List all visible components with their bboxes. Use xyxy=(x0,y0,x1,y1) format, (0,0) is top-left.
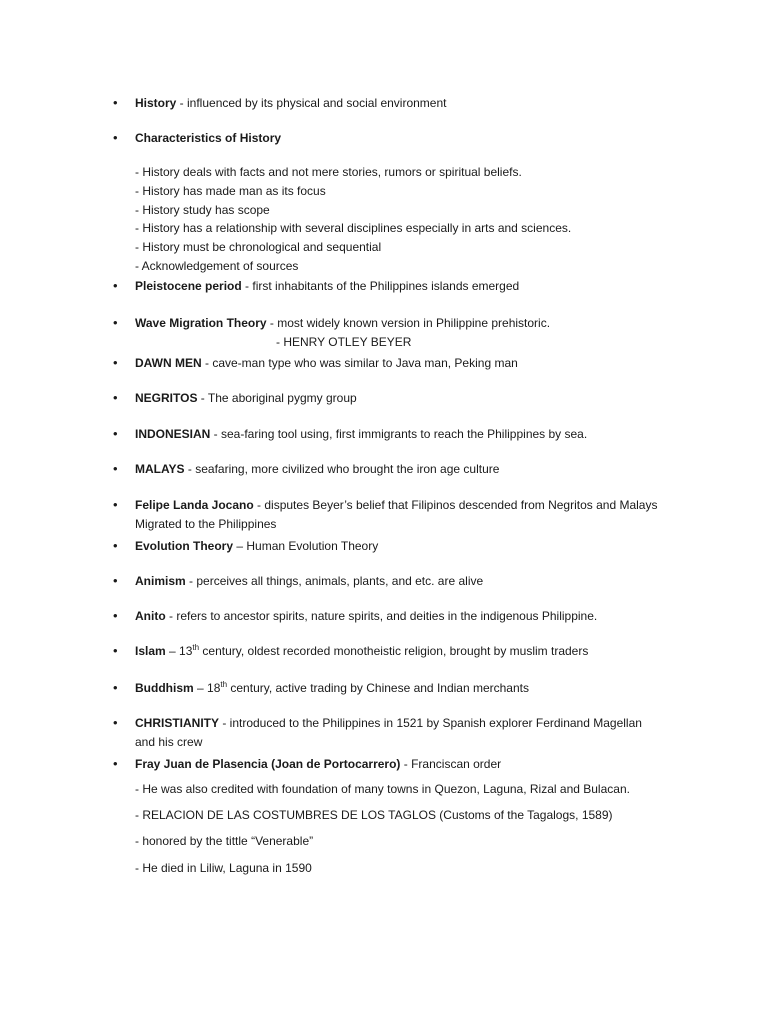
item-term: Islam xyxy=(135,644,166,658)
item-text: - seafaring, more civilized who brought the iron age culture xyxy=(184,462,500,476)
item-term: Buddhism xyxy=(135,681,194,695)
bullet: • xyxy=(113,608,118,623)
item-term: DAWN MEN xyxy=(135,356,202,370)
bullet: • xyxy=(113,426,118,441)
item-malays xyxy=(135,462,499,476)
characteristic-line: - History must be chronological and sequential xyxy=(135,240,382,254)
item-text: - cave-man type who was similar to Java man, Peking man xyxy=(201,356,518,370)
item-text: – 18 xyxy=(193,681,221,695)
item-term: Pleistocene period xyxy=(135,279,242,293)
item-term: Evolution Theory xyxy=(135,539,234,553)
item-term: Characteristics of History xyxy=(135,131,282,145)
item-term: History xyxy=(135,96,177,110)
item-text: - most widely known version in Philippine prehistoric. xyxy=(266,316,551,330)
characteristic-line: - Acknowledgement of sources xyxy=(135,259,299,273)
item-christianity xyxy=(135,716,642,730)
bullet: • xyxy=(113,461,118,476)
bullet: • xyxy=(113,95,118,110)
bullet: • xyxy=(113,278,118,293)
item-term: Fray Juan de Plasencia (Joan de Portocarrero) xyxy=(135,757,401,771)
bullet: • xyxy=(113,355,118,370)
item-jocano xyxy=(135,498,657,512)
item-text: - Franciscan order xyxy=(400,757,502,771)
characteristic-line: - History deals with facts and not mere stories, rumors or spiritual beliefs. xyxy=(135,165,522,179)
item-text: century, oldest recorded monotheistic religion, brought by muslim traders xyxy=(199,644,589,658)
item-term: MALAYS xyxy=(135,462,185,476)
bullet: • xyxy=(113,497,118,512)
item-term: Felipe Landa Jocano xyxy=(135,498,254,512)
bullet: • xyxy=(113,643,118,658)
item-plasencia xyxy=(135,757,501,771)
item-text: - first inhabitants of the Philippines islands emerged xyxy=(241,279,520,293)
item-text: - influenced by its physical and social environment xyxy=(176,96,447,110)
item-evolution xyxy=(135,539,378,553)
item-jocano-cont: Migrated to the Philippines xyxy=(135,517,277,531)
item-text: - The aboriginal pygmy group xyxy=(197,391,357,405)
item-pleistocene xyxy=(135,279,519,293)
item-text: - perceives all things, animals, plants, and etc. are alive xyxy=(185,574,484,588)
bullet: • xyxy=(113,715,118,730)
bullet: • xyxy=(113,680,118,695)
ordinal-suffix: th xyxy=(220,680,228,689)
item-wave-migration xyxy=(135,316,550,330)
plasencia-note: - RELACION DE LAS COSTUMBRES DE LOS TAGLOS (Customs of the Tagalogs, 1589) xyxy=(135,808,613,822)
bullet: • xyxy=(113,390,118,405)
item-islam xyxy=(135,644,588,658)
ordinal-suffix: th xyxy=(192,643,200,652)
item-characteristics xyxy=(135,131,281,145)
bullet: • xyxy=(113,573,118,588)
item-term: Anito xyxy=(135,609,166,623)
bullet: • xyxy=(113,756,118,771)
item-term: NEGRITOS xyxy=(135,391,198,405)
bullet: • xyxy=(113,538,118,553)
item-animism xyxy=(135,574,483,588)
item-text: - disputes Beyer’s belief that Filipinos descended from Negritos and Malays xyxy=(253,498,658,512)
item-negritos xyxy=(135,391,357,405)
item-text: – 13 xyxy=(165,644,193,658)
characteristic-line: - History has a relationship with several disciplines especially in arts and sciences. xyxy=(135,221,572,235)
beyer-attribution: - HENRY OTLEY BEYER xyxy=(276,335,412,349)
item-text: - sea-faring tool using, first immigrants to reach the Philippines by sea. xyxy=(210,427,588,441)
bullet: • xyxy=(113,130,118,145)
item-term: Wave Migration Theory xyxy=(135,316,267,330)
plasencia-note: - He was also credited with foundation of many towns in Quezon, Laguna, Rizal and Bulacan. xyxy=(135,782,630,796)
plasencia-note: - honored by the tittle “Venerable” xyxy=(135,834,314,848)
item-christianity-cont: and his crew xyxy=(135,735,203,749)
item-buddhism xyxy=(135,681,529,695)
item-text: - refers to ancestor spirits, nature spirits, and deities in the indigenous Philippine. xyxy=(165,609,598,623)
item-dawn-men xyxy=(135,356,518,370)
item-indonesian xyxy=(135,427,587,441)
bullet: • xyxy=(113,315,118,330)
characteristic-line: - History study has scope xyxy=(135,203,270,217)
item-anito xyxy=(135,609,597,623)
item-term: INDONESIAN xyxy=(135,427,211,441)
item-term: Animism xyxy=(135,574,186,588)
item-text: – Human Evolution Theory xyxy=(233,539,379,553)
item-term: CHRISTIANITY xyxy=(135,716,219,730)
characteristic-line: - History has made man as its focus xyxy=(135,184,326,198)
item-text: century, active trading by Chinese and Indian merchants xyxy=(227,681,529,695)
plasencia-note: - He died in Liliw, Laguna in 1590 xyxy=(135,861,312,875)
item-history xyxy=(135,96,446,110)
item-text: - introduced to the Philippines in 1521 by Spanish explorer Ferdinand Magellan xyxy=(219,716,642,730)
